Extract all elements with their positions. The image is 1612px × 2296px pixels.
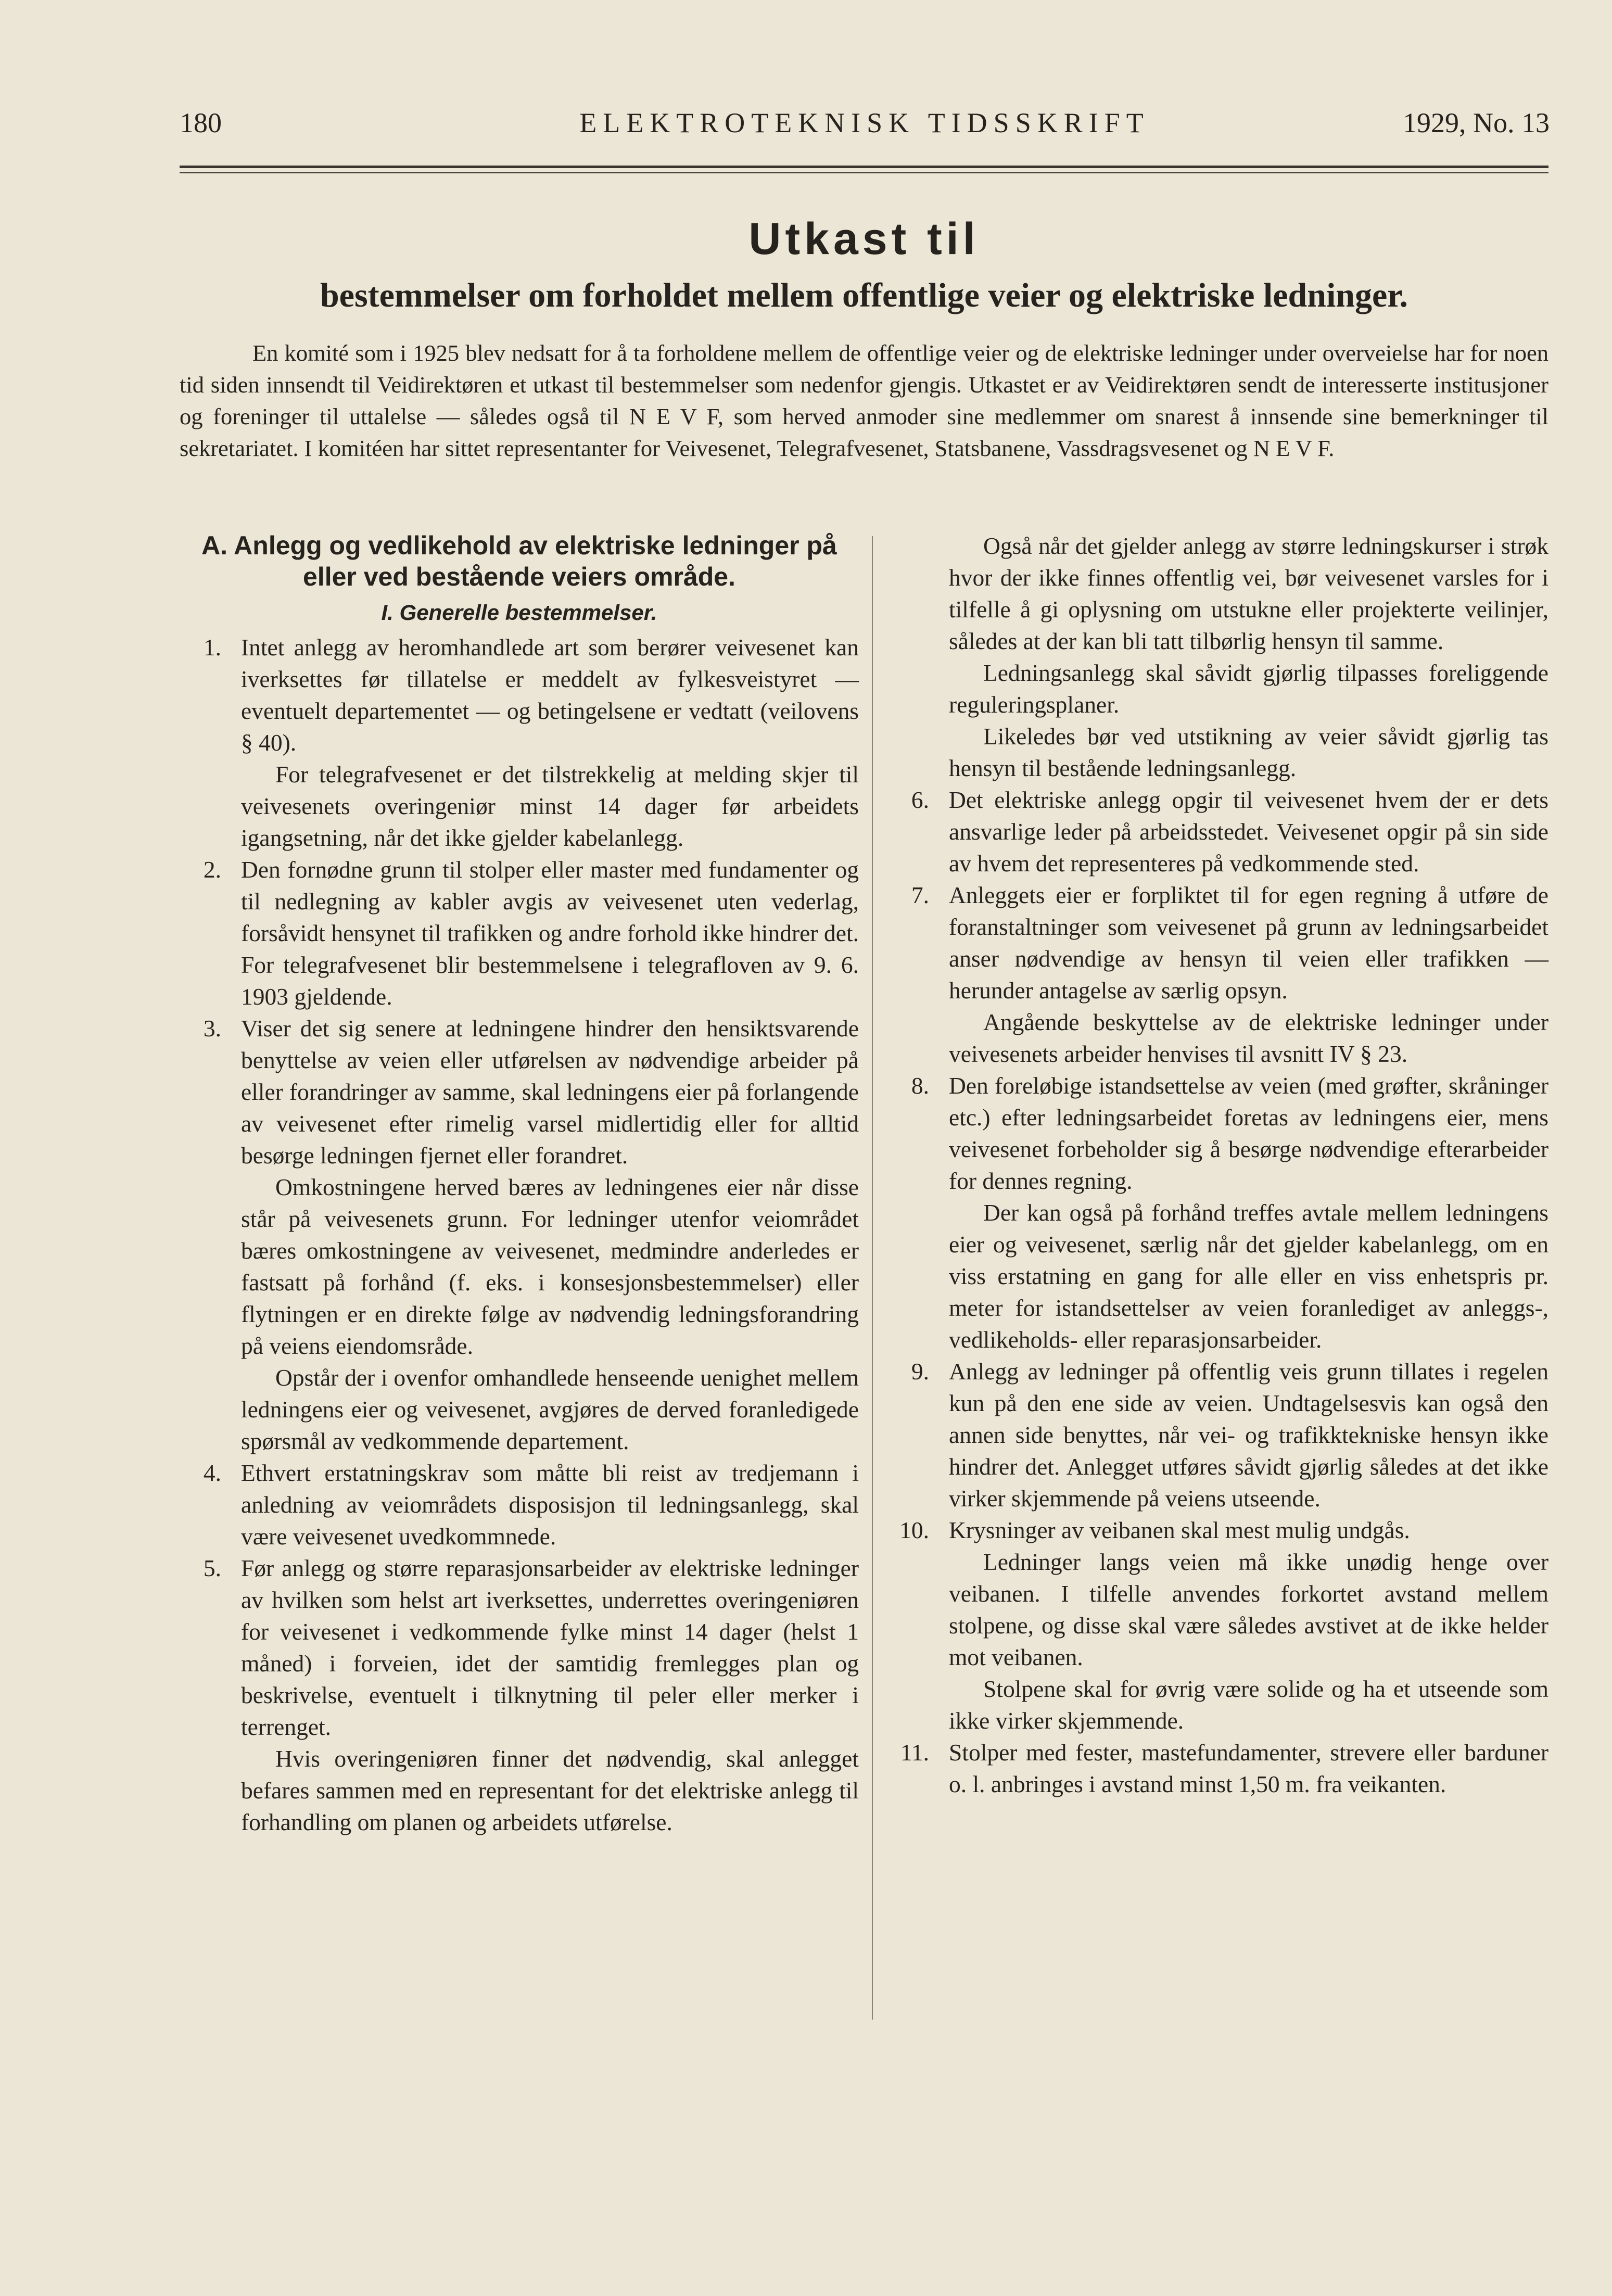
item-paragraph: Omkostningene herved bæres av ledningenes eier når disse står på veivesenets grunn. For ledninger utenfor veiområdet bæres omkostningene av veivesenet, medmindre anderledes er fastsatt på forhånd (f. eks. i konsesjonsbestemmelser) eller flytningen er en direkte følge av nødvendig ledningsforandring på veiens eiendomsråde. xyxy=(241,1174,859,1359)
list-item xyxy=(887,879,1548,1070)
item-paragraph: Hvis overingeniøren finner det nødvendig, skal anlegget befares sammen med en representant for det elektriske anlegg til forhandling om planen og arbeidets utførelse. xyxy=(241,1745,859,1835)
item-number: 8. xyxy=(911,1072,929,1099)
item-text: Før anlegg og større reparasjonsarbeider av elektriske ledninger av hvilken som helst art iverksettes, underrettes overingeniøren for veivesenet i vedkommende fylke minst 14 dager (helst 1 måned) i forveien, idet der samtidig fremlegges plan og beskrivelse, eventuelt i tilknytning til peler eller merker i terrenget. xyxy=(241,1555,859,1740)
item-text: Anleggets eier er forpliktet til for egen regning å utføre de foranstaltninger som veivesenet på grunn av ledningsarbeidet anser nødvendige av hensyn til veien eller trafikken — herunder antagelse av særlig opsyn. xyxy=(949,882,1548,1004)
article-subtitle: bestemmelser om forholdet mellem offentlige veier og elektriske ledninger. xyxy=(320,276,1408,314)
section-heading: A. Anlegg og vedlikehold av elektriske ledninger på eller ved bestående veiers område. xyxy=(201,531,837,591)
list-item xyxy=(887,1070,1548,1355)
item-number: 11. xyxy=(900,1739,929,1766)
item-number: 2. xyxy=(203,856,221,883)
article-title: Utkast til xyxy=(748,214,980,264)
list-item xyxy=(887,1514,1548,1736)
item-paragraph: Stolpene skal for øvrig være solide og ha et utseende som ikke virker skjemmende. xyxy=(949,1676,1548,1734)
item-text: Den foreløbige istandsettelse av veien (med grøfter, skråninger etc.) efter ledningsarbeidet foretas av ledningens eier, mens veivesenet forbeholder sig å besørge nødvendige efterarbeider for dennes regning. xyxy=(949,1072,1548,1194)
header-rule xyxy=(180,166,1548,168)
item-number: 9. xyxy=(911,1358,929,1385)
column-divider xyxy=(872,536,873,2020)
item-paragraph: Likeledes bør ved utstikning av veier såvidt gjørlig tas hensyn til bestående ledningsanlegg. xyxy=(949,723,1548,781)
subsection-heading: I. Generelle bestemmelser. xyxy=(381,600,657,625)
running-head xyxy=(180,107,1550,143)
intro-paragraph: En komité som i 1925 blev nedsatt for å ta forholdene mellem de offentlige veier og de elektriske ledninger under overveielse har for noen tid siden innsendt til Veidirektøren et utkast til bestemmelser som nedenfor gjengis. Utkastet er av Veidirektøren sendt de interesserte institusjoner og foreninger til uttalelse — således også til N E V F, som herved anmoder sine medlemmer om snarest å innsende sine bemerkninger til sekretariatet. I komitéen har sittet representanter for Veivesenet, Telegrafvesenet, Statsbanene, Vassdragsvesenet og N E V F. xyxy=(180,340,1548,461)
list-item xyxy=(180,854,859,1012)
item-number: 1. xyxy=(203,634,221,661)
item-paragraph: Ledningsanlegg skal såvidt gjørlig tilpasses foreliggende reguleringsplaner. xyxy=(949,659,1548,718)
left-column xyxy=(180,530,859,1838)
journal-title: ELEKTROTEKNISK TIDSSKRIFT xyxy=(579,107,1150,138)
item-text: Krysninger av veibanen skal mest mulig undgås. xyxy=(949,1517,1410,1543)
item-text: Intet anlegg av heromhandlede art som berører veivesenet kan iverksettes før tillatelse er meddelt av fylkesveistyret — eventuelt departementet — og betingelsene er vedtatt (veilovens § 40). xyxy=(241,634,859,756)
item-paragraph: Angående beskyttelse av de elektriske ledninger under veivesenets arbeider henvises til avsnitt IV § 23. xyxy=(949,1009,1548,1067)
item-text: Stolper med fester, mastefundamenter, strevere eller barduner o. l. anbringes i avstand minst 1,50 m. fra veikanten. xyxy=(949,1739,1548,1797)
list-item xyxy=(180,1552,859,1838)
header-rule-thin xyxy=(180,172,1548,173)
list-item xyxy=(180,631,859,854)
list-item xyxy=(887,784,1548,879)
item-text: Det elektriske anlegg opgir til veivesenet hvem der er dets ansvarlige leder på arbeidsstedet. Veivesenet opgir på sin side av hvem det representeres på vedkommende sted. xyxy=(949,787,1548,877)
item-text: Den fornødne grunn til stolper eller master med fundamenter og til nedlegning av kabler avgis av veivesenet uten vederlag, forsåvidt hensynet til trafikken og andre forhold ikke hindrer det. For telegrafvesenet blir bestemmelsene i telegrafloven av 9. 6. 1903 gjeldende. xyxy=(241,856,859,1010)
list-item xyxy=(887,1736,1548,1800)
list-item xyxy=(180,1012,859,1457)
right-column xyxy=(887,530,1548,1800)
item-continuation xyxy=(887,530,1548,784)
item-number: 7. xyxy=(911,882,929,908)
item-paragraph: Også når det gjelder anlegg av større ledningskurser i strøk hvor der ikke finnes offentlig vei, bør veivesenet varsles for i tilfelle å gi oplysning om utstukne eller projekterte veilinjer, således at der kan bli tatt tilbørlig hensyn til samme. xyxy=(949,532,1548,654)
item-paragraph: Opstår der i ovenfor omhandlede henseende uenighet mellem ledningens eier og veivesenet, avgjøres de derved foranledigede spørsmål av vedkommende departement. xyxy=(241,1364,859,1454)
list-item xyxy=(887,1355,1548,1514)
item-text: Ethvert erstatningskrav som måtte bli reist av tredjemann i anledning av veiområdets disposisjon til ledningsanlegg, skal være veivesenet uvedkommnede. xyxy=(241,1460,859,1550)
item-text: Viser det sig senere at ledningene hindrer den hensiktsvarende benyttelse av veien eller utførelsen av nødvendige arbeider på eller forandringer av samme, skal ledningens eier på forlangende av veivesenet efter rimelig varsel midlertidig eller for alltid besørge ledningen fjernet eller forandret. xyxy=(241,1015,859,1169)
item-paragraph: Der kan også på forhånd treffes avtale mellem ledningens eier og veivesenet, særlig når det gjelder kabelanlegg, om en viss erstatning en gang for alle eller en viss enhetspris pr. meter for istandsettelser av veien foranlediget av anleggs-, vedlikeholds- eller reparasjonsarbeider. xyxy=(949,1199,1548,1353)
item-number: 5. xyxy=(203,1555,221,1581)
list-item xyxy=(180,1457,859,1552)
item-number: 3. xyxy=(203,1015,221,1042)
item-number: 6. xyxy=(911,787,929,813)
item-paragraph: For telegrafvesenet er det tilstrekkelig at melding skjer til veivesenets overingeniør minst 14 dager før arbeidets igangsetning, når det ikke gjelder kabelanlegg. xyxy=(241,761,859,851)
issue-number: 1929, No. 13 xyxy=(1403,107,1550,138)
item-paragraph: Ledninger langs veien må ikke unødig henge over veibanen. I tilfelle anvendes forkortet avstand mellem stolpene, og disse skal være således avstivet at de ikke helder mot veibanen. xyxy=(949,1549,1548,1670)
page-number: 180 xyxy=(180,107,222,138)
item-number: 10. xyxy=(899,1517,929,1543)
item-text: Anlegg av ledninger på offentlig veis grunn tillates i regelen kun på den ene side av veien. Undtagelsesvis kan også den annen side benyttes, når vei- og trafikktekniske hensyn ikke hindrer det. Anlegget utføres såvidt gjørlig således at det ikke virker skjemmende på veiens utseende. xyxy=(949,1358,1548,1512)
item-number: 4. xyxy=(203,1460,221,1486)
